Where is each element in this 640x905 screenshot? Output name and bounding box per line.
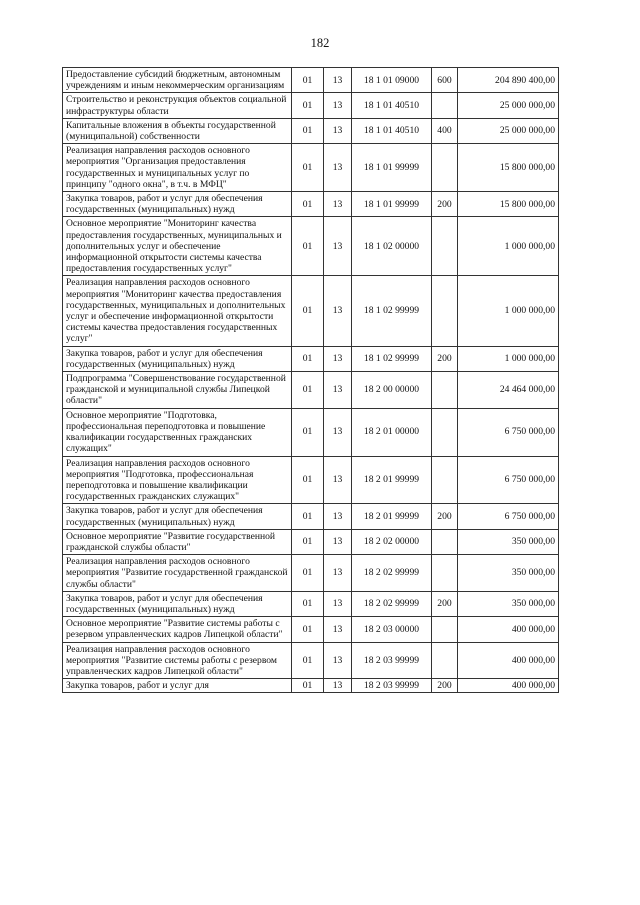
section-code-cell: 01 [292,555,324,592]
expense-type-cell [432,617,458,642]
table-row [63,276,559,346]
subsection-code-cell: 13 [324,276,352,346]
subsection-code-cell: 13 [324,617,352,642]
expense-name-cell: Основное мероприятие "Подготовка, профессиональная переподготовка и повышение квалификации государственных гражданских служащих" [63,408,292,456]
expense-name-cell: Закупка товаров, работ и услуг для обеспечения государственных (муниципальных) нужд [63,192,292,217]
expense-type-cell [432,217,458,276]
table-row [63,118,559,143]
subsection-code-cell: 13 [324,456,352,504]
target-article-cell: 18 1 01 40510 [352,118,432,143]
expense-type-cell [432,529,458,554]
table-row [63,346,559,371]
target-article-cell: 18 1 02 99999 [352,276,432,346]
amount-cell: 350 000,00 [458,591,559,616]
target-article-cell: 18 1 01 99999 [352,144,432,192]
expense-type-cell [432,372,458,409]
expense-type-cell [432,276,458,346]
amount-cell: 1 000 000,00 [458,217,559,276]
amount-cell: 1 000 000,00 [458,346,559,371]
page-number: 182 [310,36,330,50]
expense-name-cell: Строительство и реконструкция объектов социальной инфраструктуры области [63,93,292,118]
target-article-cell: 18 2 02 00000 [352,529,432,554]
subsection-code-cell: 13 [324,93,352,118]
table-row [63,555,559,592]
subsection-code-cell: 13 [324,372,352,409]
target-article-cell: 18 2 01 99999 [352,504,432,529]
subsection-code-cell: 13 [324,591,352,616]
section-code-cell: 01 [292,617,324,642]
amount-cell: 400 000,00 [458,642,559,679]
subsection-code-cell: 13 [324,192,352,217]
amount-cell: 400 000,00 [458,617,559,642]
section-code-cell: 01 [292,217,324,276]
expense-name-cell: Предоставление субсидий бюджетным, автономным учреждениям и иным некоммерческим организациям [63,68,292,93]
target-article-cell: 18 2 03 99999 [352,642,432,679]
table-row [63,217,559,276]
table-row [63,68,559,93]
section-code-cell: 01 [292,372,324,409]
target-article-cell: 18 1 02 99999 [352,346,432,371]
subsection-code-cell: 13 [324,118,352,143]
subsection-code-cell: 13 [324,144,352,192]
amount-cell: 6 750 000,00 [458,504,559,529]
expense-name-cell: Подпрограмма "Совершенствование государственной гражданской и муниципальной службы Липецкой области" [63,372,292,409]
amount-cell: 1 000 000,00 [458,276,559,346]
target-article-cell: 18 1 01 99999 [352,192,432,217]
expense-type-cell [432,555,458,592]
expense-name-cell: Основное мероприятие "Развитие системы работы с резервом управленческих кадров Липецкой области" [63,617,292,642]
expense-name-cell: Закупка товаров, работ и услуг для обеспечения государственных (муниципальных) нужд [63,504,292,529]
table-row [63,192,559,217]
expense-name-cell: Закупка товаров, работ и услуг для обеспечения государственных (муниципальных) нужд [63,591,292,616]
amount-cell: 350 000,00 [458,555,559,592]
expense-name-cell: Основное мероприятие "Мониторинг качества предоставления государственных, муниципальных и дополнительных услуг и обеспечение информационной открытости системы качества предоставления государственных услуг" [63,217,292,276]
expense-type-cell: 200 [432,591,458,616]
section-code-cell: 01 [292,679,324,693]
table-row [63,529,559,554]
section-code-cell: 01 [292,642,324,679]
amount-cell: 25 000 000,00 [458,118,559,143]
section-code-cell: 01 [292,93,324,118]
target-article-cell: 18 2 03 00000 [352,617,432,642]
expense-type-cell [432,93,458,118]
expense-type-cell: 600 [432,68,458,93]
expense-type-cell [432,408,458,456]
amount-cell: 25 000 000,00 [458,93,559,118]
expense-name-cell: Реализация направления расходов основного мероприятия "Мониторинг качества предоставления государственных, муниципальных и дополнительных услуг и обеспечение информационной открытости системы качества предоставления государственных услуг" [63,276,292,346]
target-article-cell: 18 1 01 40510 [352,93,432,118]
expense-name-cell: Закупка товаров, работ и услуг для обеспечения государственных (муниципальных) нужд [63,346,292,371]
subsection-code-cell: 13 [324,504,352,529]
section-code-cell: 01 [292,68,324,93]
expense-name-cell: Реализация направления расходов основного мероприятия "Организация предоставления государственных и муниципальных услуг по принципу "одного окна", в т.ч. в МФЦ" [63,144,292,192]
subsection-code-cell: 13 [324,408,352,456]
section-code-cell: 01 [292,118,324,143]
expense-name-cell: Закупка товаров, работ и услуг для [63,679,292,693]
subsection-code-cell: 13 [324,529,352,554]
expense-type-cell: 400 [432,118,458,143]
expense-name-cell: Капитальные вложения в объекты государственной (муниципальной) собственности [63,118,292,143]
budget-table [62,67,559,693]
target-article-cell: 18 2 01 99999 [352,456,432,504]
expense-type-cell [432,642,458,679]
table-row [63,617,559,642]
section-code-cell: 01 [292,276,324,346]
amount-cell: 350 000,00 [458,529,559,554]
amount-cell: 6 750 000,00 [458,408,559,456]
amount-cell: 6 750 000,00 [458,456,559,504]
section-code-cell: 01 [292,456,324,504]
table-row [63,642,559,679]
table-row [63,504,559,529]
amount-cell: 15 800 000,00 [458,192,559,217]
expense-name-cell: Реализация направления расходов основного мероприятия "Развитие системы работы с резервом управленческих кадров Липецкой области" [63,642,292,679]
target-article-cell: 18 2 01 00000 [352,408,432,456]
expense-name-cell: Основное мероприятие "Развитие государственной гражданской службы области" [63,529,292,554]
section-code-cell: 01 [292,408,324,456]
expense-name-cell: Реализация направления расходов основного мероприятия "Подготовка, профессиональная переподготовка и повышение квалификации государственных гражданских служащих" [63,456,292,504]
amount-cell: 400 000,00 [458,679,559,693]
expense-type-cell: 200 [432,679,458,693]
table-row [63,456,559,504]
target-article-cell: 18 2 03 99999 [352,679,432,693]
amount-cell: 204 890 400,00 [458,68,559,93]
table-row [63,144,559,192]
subsection-code-cell: 13 [324,642,352,679]
subsection-code-cell: 13 [324,679,352,693]
section-code-cell: 01 [292,192,324,217]
table-row [63,93,559,118]
expense-type-cell [432,456,458,504]
expense-type-cell: 200 [432,192,458,217]
subsection-code-cell: 13 [324,217,352,276]
subsection-code-cell: 13 [324,346,352,371]
target-article-cell: 18 2 02 99999 [352,591,432,616]
section-code-cell: 01 [292,504,324,529]
table-row [63,408,559,456]
table-row [63,679,559,693]
table-row [63,591,559,616]
expense-type-cell [432,144,458,192]
budget-table-body [63,68,559,693]
amount-cell: 15 800 000,00 [458,144,559,192]
table-row [63,372,559,409]
subsection-code-cell: 13 [324,555,352,592]
section-code-cell: 01 [292,346,324,371]
subsection-code-cell: 13 [324,68,352,93]
expense-name-cell: Реализация направления расходов основного мероприятия "Развитие государственной гражданской службы области" [63,555,292,592]
target-article-cell: 18 1 02 00000 [352,217,432,276]
target-article-cell: 18 1 01 09000 [352,68,432,93]
amount-cell: 24 464 000,00 [458,372,559,409]
expense-type-cell: 200 [432,346,458,371]
section-code-cell: 01 [292,144,324,192]
target-article-cell: 18 2 02 99999 [352,555,432,592]
target-article-cell: 18 2 00 00000 [352,372,432,409]
section-code-cell: 01 [292,529,324,554]
section-code-cell: 01 [292,591,324,616]
expense-type-cell: 200 [432,504,458,529]
